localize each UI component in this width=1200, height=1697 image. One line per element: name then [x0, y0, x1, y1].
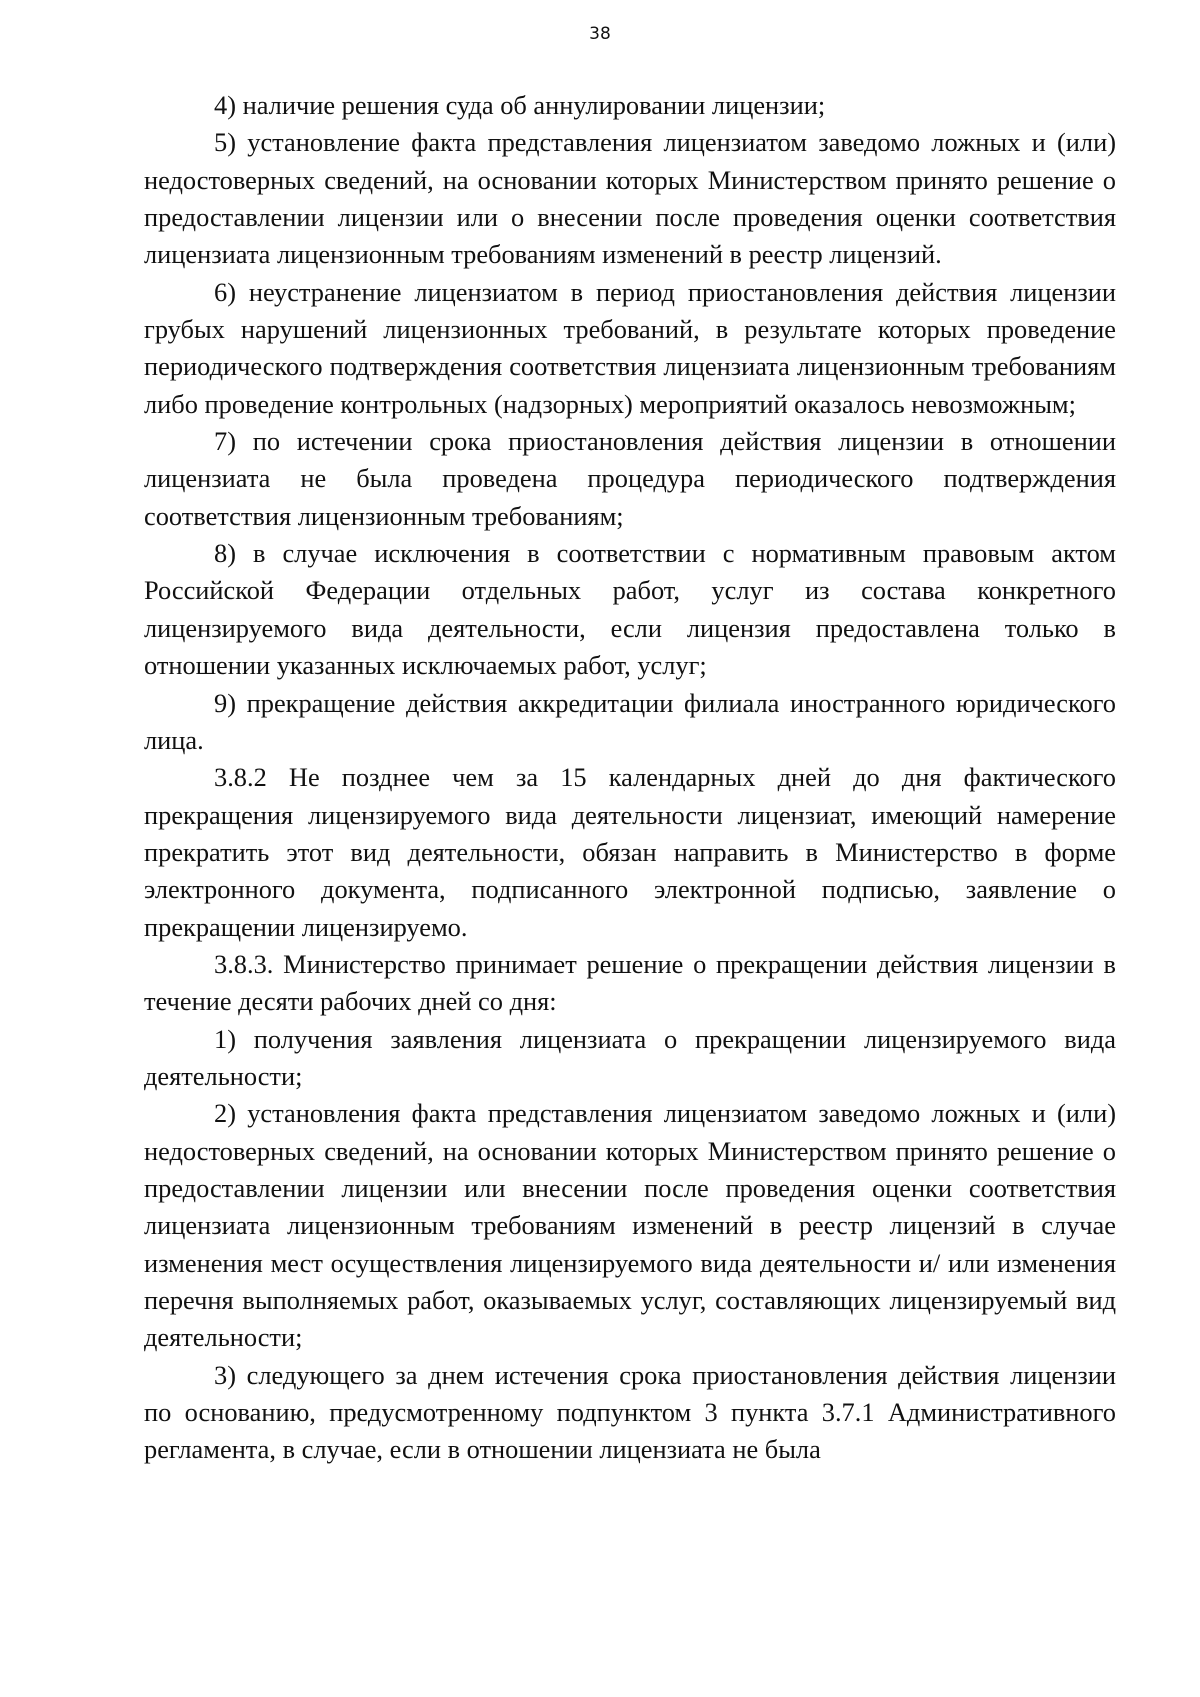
paragraph-subitem-2: 2) установления факта представления лицензиатом заведомо ложных и (или) недостоверных сведений, на основании которых Министерством принято решение о предоставлении лицензии или внесении после проведения оценки соответствия лицензиата лицензионным требованиям изменений в реестр лицензий в случае изменения мест осуществления лицензируемого вида деятельности и/ или изменения перечня выполняемых работ, оказываемых услуг, составляющих лицензируемый вид деятельности;: [144, 1098, 1116, 1353]
paragraph-item-9: 9) прекращение действия аккредитации филиала иностранного юридического лица.: [144, 687, 1116, 755]
paragraph-item-8: 8) в случае исключения в соответствии с нормативным правовым актом Российской Федерации отдельных работ, услуг из состава конкретного лицензируемого вида деятельности, если лицензия предоставлена только в отношении указанных исключаемых работ, услуг;: [144, 538, 1116, 681]
page-number: 38: [589, 24, 611, 44]
paragraph-subitem-3: 3) следующего за днем истечения срока приостановления действия лицензии по основанию, предусмотренному подпунктом 3 пункта 3.7.1 Административного регламента, в случае, если в отношении лицензиата не была: [144, 1359, 1116, 1465]
document-body: [144, 87, 1116, 1469]
paragraph-section-3-8-2: 3.8.2 Не позднее чем за 15 календарных дней до дня фактического прекращения лицензируемого вида деятельности лицензиат, имеющий намерение прекратить этот вид деятельности, обязан направить в Министерство в форме электронного документа, подписанного электронной подписью, заявление о прекращении лицензируемо.: [144, 762, 1116, 942]
paragraph-section-3-8-3: 3.8.3. Министерство принимает решение о прекращении действия лицензии в течение десяти рабочих дней со дня:: [144, 948, 1116, 1017]
paragraph-subitem-1: 1) получения заявления лицензиата о прекращении лицензируемого вида деятельности;: [144, 1023, 1116, 1091]
paragraph-item-7: 7) по истечении срока приостановления действия лицензии в отношении лицензиата не была проведена процедура периодического подтверждения соответствия лицензионным требованиям;: [144, 426, 1116, 531]
paragraph-item-4: 4) наличие решения суда об аннулировании лицензии;: [214, 90, 826, 120]
paragraph-item-5: 5) установление факта представления лицензиатом заведомо ложных и (или) недостоверных сведений, на основании которых Министерством принято решение о предоставлении лицензии или о внесении после проведения оценки соответствия лицензиата лицензионным требованиям изменений в реестр лицензий.: [144, 127, 1116, 270]
paragraph-item-6: 6) неустранение лицензиатом в период приостановления действия лицензии грубых нарушений лицензионных требований, в результате которых проведение периодического подтверждения соответствия лицензиата лицензионным требованиям либо проведение контрольных (надзорных) мероприятий оказалось невозможным;: [144, 276, 1116, 419]
